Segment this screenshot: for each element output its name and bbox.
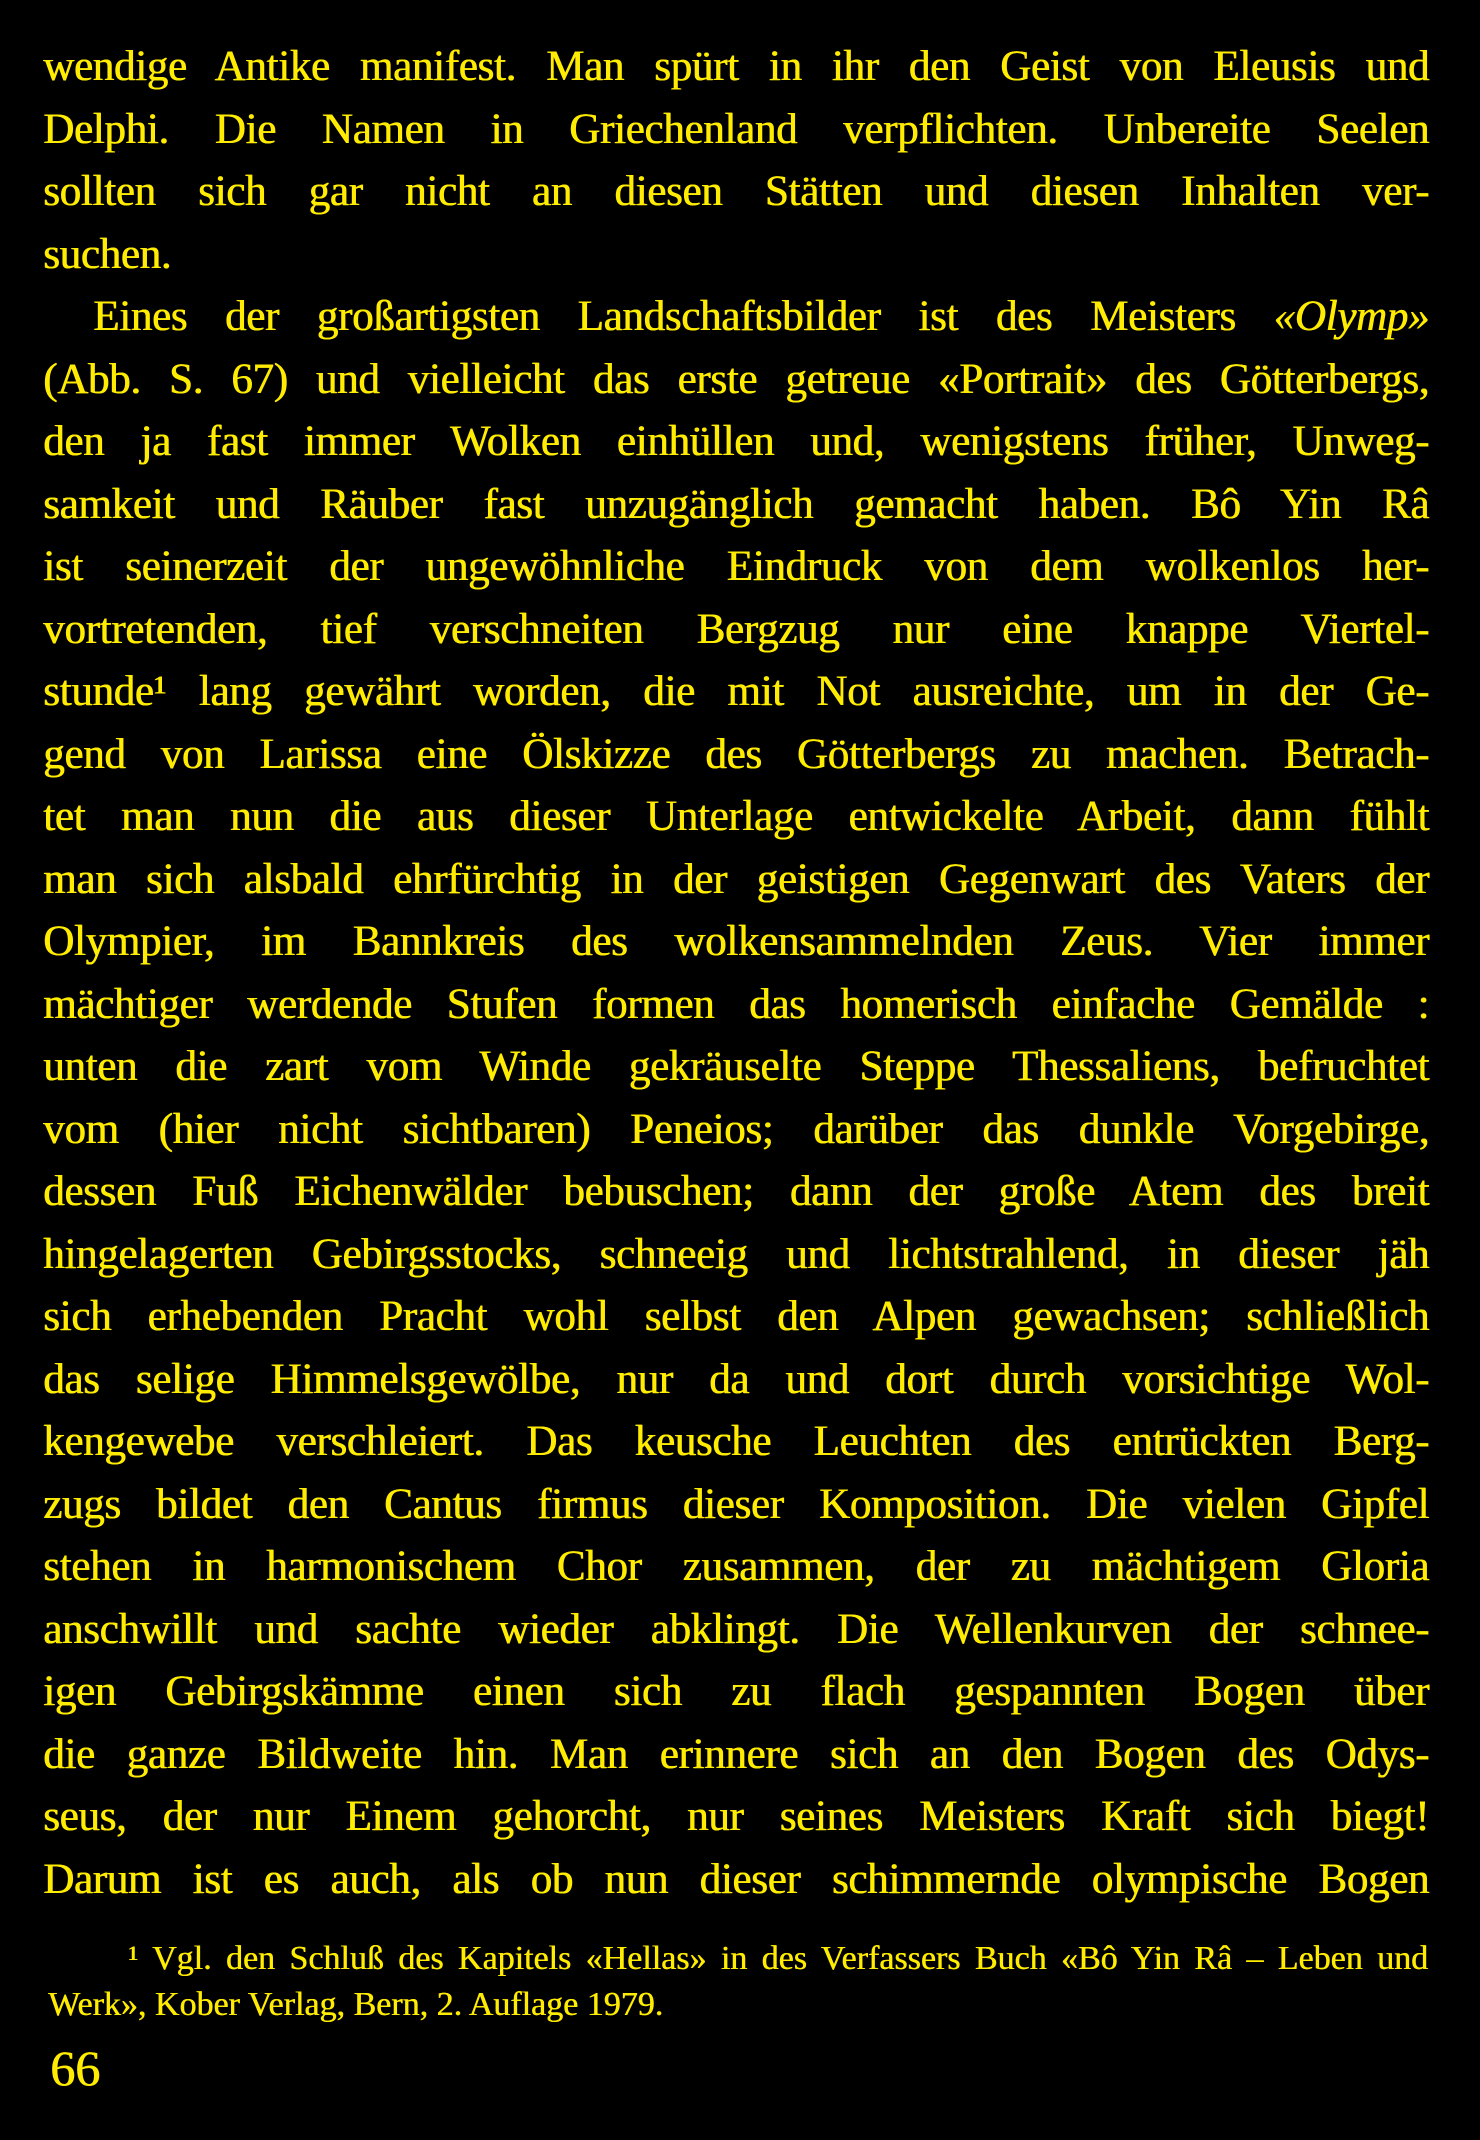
text-segment: man sich alsbald ehrfürchtig in der geistigen Gegenwart des Vaters der <box>43 855 1429 903</box>
text-segment: gend von Larissa eine Ölskizze des Götterbergs zu machen. Betrach- <box>43 730 1429 778</box>
text-line <box>43 1349 1429 1412</box>
text-line <box>43 1224 1429 1287</box>
text-segment: sollten sich gar nicht an diesen Stätten und diesen Inhalten ver- <box>43 168 1429 215</box>
text-line <box>43 224 1429 287</box>
text-segment: Delphi. Die Namen in Griechenland verpflichten. Unbereite Seelen <box>43 105 1429 153</box>
text-segment: (Abb. S. 67) und vielleicht das erste getreue «Portrait» des Götterbergs, <box>43 355 1429 403</box>
text-segment: vom (hier nicht sichtbaren) Peneios; darüber das dunkle Vorgebirge, <box>43 1105 1429 1153</box>
text-line <box>48 1936 1428 1982</box>
text-segment: mächtiger werdende Stufen formen das homerisch einfache Gemälde : <box>43 980 1429 1028</box>
text-line <box>43 849 1429 912</box>
text-line <box>43 724 1429 787</box>
text-line <box>43 36 1429 99</box>
text-line <box>43 1036 1429 1099</box>
text-line <box>43 286 1429 349</box>
text-line <box>43 911 1429 974</box>
text-segment: Olympier, im Bannkreis des wolkensammelnden Zeus. Vier immer <box>43 918 1429 965</box>
text-line <box>43 411 1429 474</box>
text-line <box>43 974 1429 1037</box>
text-line <box>43 1536 1429 1599</box>
text-line <box>43 1161 1429 1224</box>
text-segment: stehen in harmonischem Chor zusammen, der zu mächtigem Gloria <box>43 1543 1429 1590</box>
text-line <box>43 1286 1429 1349</box>
text-line <box>43 1661 1429 1724</box>
text-segment: Eines der großartigsten Landschaftsbilder ist des Meisters <box>93 293 1274 340</box>
text-segment: unten die zart vom Winde gekräuselte Steppe Thessaliens, befruchtet <box>43 1043 1429 1090</box>
text-line <box>48 1982 1428 2028</box>
text-line <box>43 474 1429 537</box>
page-number: 66 <box>50 2040 100 2096</box>
text-segment: samkeit und Räuber fast unzugänglich gemacht haben. Bô Yin Râ <box>43 480 1429 528</box>
italic-text-segment: «Olymp» <box>1273 293 1429 340</box>
text-line <box>43 1849 1429 1912</box>
text-segment: den ja fast immer Wolken einhüllen und, wenigstens früher, Unweg- <box>43 418 1429 465</box>
text-line <box>43 1786 1429 1849</box>
text-segment: das selige Himmelsgewölbe, nur da und dort durch vorsichtige Wol- <box>43 1355 1429 1403</box>
text-segment: tet man nun die aus dieser Unterlage entwickelte Arbeit, dann fühlt <box>43 793 1429 840</box>
text-segment: igen Gebirgskämme einen sich zu flach gespannten Bogen über <box>43 1668 1429 1715</box>
text-segment: sich erhebenden Pracht wohl selbst den Alpen gewachsen; schließlich <box>43 1293 1429 1340</box>
text-segment: hingelagerten Gebirgsstocks, schneeig und lichtstrahlend, in dieser jäh <box>43 1230 1429 1278</box>
text-line <box>43 661 1429 724</box>
text-line <box>43 1724 1429 1787</box>
text-line <box>43 786 1429 849</box>
text-segment: Werk», Kober Verlag, Bern, 2. Auflage 1979. <box>48 1986 664 2023</box>
text-line <box>43 1474 1429 1537</box>
text-line <box>43 1599 1429 1662</box>
text-segment: stunde¹ lang gewährt worden, die mit Not ausreichte, um in der Ge- <box>43 668 1429 715</box>
text-line <box>43 1411 1429 1474</box>
text-line <box>43 599 1429 662</box>
text-segment: zugs bildet den Cantus firmus dieser Komposition. Die vielen Gipfel <box>43 1480 1429 1528</box>
text-line <box>43 161 1429 224</box>
text-line <box>43 536 1429 599</box>
text-segment: ¹ Vgl. den Schluß des Kapitels «Hellas» in des Verfassers Buch «Bô Yin Râ – Leben und <box>128 1940 1428 1977</box>
text-segment: wendige Antike manifest. Man spürt in ihr den Geist von Eleusis und <box>43 43 1429 90</box>
text-segment: dessen Fuß Eichenwälder bebuschen; dann der große Atem des breit <box>43 1168 1429 1215</box>
text-segment: ist seinerzeit der ungewöhnliche Eindruck von dem wolkenlos her- <box>43 543 1429 590</box>
footnote <box>48 1936 1428 2028</box>
text-segment: die ganze Bildweite hin. Man erinnere sich an den Bogen des Odys- <box>43 1730 1429 1778</box>
body-text <box>43 36 1429 1911</box>
text-segment: suchen. <box>43 230 172 278</box>
text-segment: seus, der nur Einem gehorcht, nur seines Meisters Kraft sich biegt! <box>43 1793 1429 1840</box>
text-segment: vortretenden, tief verschneiten Bergzug nur eine knappe Viertel- <box>43 605 1429 653</box>
text-line <box>43 349 1429 412</box>
text-line <box>43 1099 1429 1162</box>
text-line <box>43 99 1429 162</box>
text-segment: anschwillt und sachte wieder abklingt. Die Wellenkurven der schnee- <box>43 1605 1429 1653</box>
text-segment: Darum ist es auch, als ob nun dieser schimmernde olympische Bogen <box>43 1855 1429 1903</box>
text-segment: kengewebe verschleiert. Das keusche Leuchten des entrückten Berg- <box>43 1418 1429 1465</box>
